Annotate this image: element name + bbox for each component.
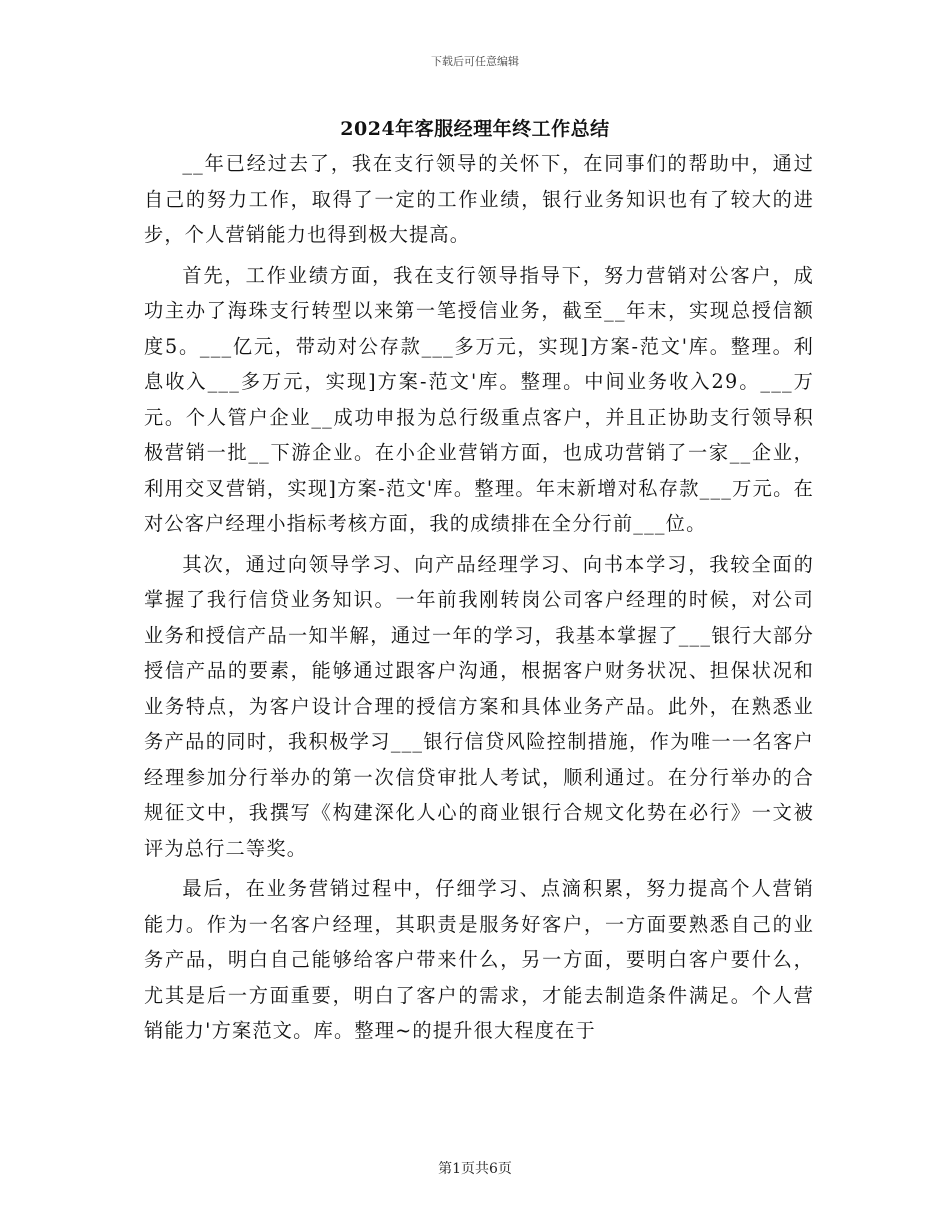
- paragraph-intro: __年已经过去了，我在支行领导的关怀下，在同事们的帮助中，通过自己的努力工作，取得了一定的工作业绩，银行业务知识也有了较大的进步，个人营销能力也得到极大提高。: [144, 152, 814, 246]
- paragraph-performance: 首先，工作业绩方面，我在支行领导指导下，努力营销对公客户，成功主办了海珠支行转型以来第一笔授信业务，截至__年末，实现总授信额度5。___亿元，带动对公存款___多万元，实现]方案-范文'库。整理。利息收入___多万元，实现]方案-范文'库。整理。中间业务收入29。___万元。个人管户企业__成功申报为总行级重点客户，并且正协助支行领导积极营销一批__下游企业。在小企业营销方面，也成功营销了一家__企业，利用交叉营销，实现]方案-范文'库。整理。年末新增对私存款___万元。在对公客户经理小指标考核方面，我的成绩排在全分行前___位。: [144, 263, 814, 535]
- header-note: 下载后可任意编辑: [431, 55, 519, 68]
- page-footer: 第1页共6页: [438, 1161, 512, 1177]
- document-body: [144, 146, 814, 1049]
- paragraph-marketing: 最后，在业务营销过程中，仔细学习、点滴积累，努力提高个人营销能力。作为一名客户经理，其职责是服务好客户，一方面要熟悉自己的业务产品，明白自己能够给客户带来什么，另一方面，要明白客户要什么，尤其是后一方面重要，明白了客户的需求，才能去制造条件满足。个人营销能力'方案范文。库。整理~的提升很大程度在于: [144, 877, 814, 1042]
- document-title: 2024年客服经理年终工作总结: [340, 118, 610, 140]
- paragraph-learning: 其次，通过向领导学习、向产品经理学习、向书本学习，我较全面的掌握了我行信贷业务知识。一年前我刚转岗公司客户经理的时候，对公司业务和授信产品一知半解，通过一年的学习，我基本掌握了___银行大部分授信产品的要素，能够通过跟客户沟通，根据客户财务状况、担保状况和业务特点，为客户设计合理的授信方案和具体业务产品。此外，在熟悉业务产品的同时，我积极学习___银行信贷风险控制措施，作为唯一一名客户经理参加分行举办的第一次信贷审批人考试，顺利通过。在分行举办的合规征文中，我撰写《构建深化人心的商业银行合规文化势在必行》一文被评为总行二等奖。: [144, 552, 814, 860]
